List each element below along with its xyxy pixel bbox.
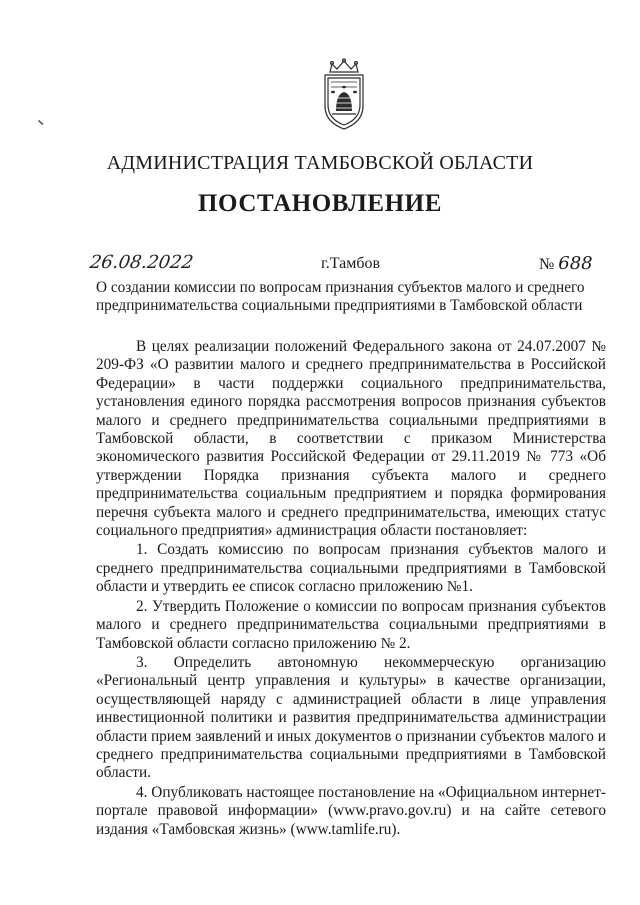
- item-4-paragraph: 4. Опубликовать настоящее постановление на «Официальном интернет-портале правовой информации» (www.pravo.gov.ru) и на сайте сетевого издания «Тамбовская жизнь» (www.tamlife.ru).: [96, 783, 606, 838]
- document-number: [539, 253, 593, 274]
- number-prefix: №: [539, 256, 555, 273]
- item-3-paragraph: 3. Определить автономную некоммерческую организацию «Региональный центр управления и культуры» в качестве организации, осуществляющей наряду с администрацией области в лице управления инвестиционной политики и развития предпринимательства администрации области прием заявлений и иных документов о признании субъектов малого и среднего предпринимательства социальными предприятиями в Тамбовской области.: [96, 653, 606, 782]
- agency-name: АДМИНИСТРАЦИЯ ТАМБОВСКОЙ ОБЛАСТИ: [106, 152, 534, 174]
- document-body: [96, 338, 606, 839]
- coat-of-arms-icon: [316, 58, 372, 132]
- item-2-paragraph: 2. Утвердить Положение о комиссии по вопросам признания субъектов малого и среднего предпринимательства социальными предприятиями в Тамбовской области согласно приложению № 2.: [96, 597, 606, 652]
- document-city: г.Тамбов: [321, 255, 381, 272]
- preamble-paragraph: В целях реализации положений Федерального закона от 24.07.2007 № 209-ФЗ «О развитии малого и среднего предпринимательства в Российской Федерации» в части поддержки социального предпринимательства, установления единого порядка рассмотрения вопросов признания субъектов малого и среднего предпринимательства социальными предприятиями в Тамбовской области, в соответствии с приказом Министерства экономического развития Российской Федерации от 29.11.2019 № 773 «Об утверждении Порядка признания субъекта малого и среднего предпринимательства социальным предприятием и порядка формирования перечня субъекта малого и среднего предпринимательства, имеющих статус социального предприятия» администрация области постановляет:: [96, 338, 606, 540]
- document-subject: О создании комиссии по вопросам признания субъектов малого и среднего предпринимательства социальными предприятиями в Тамбовской области: [96, 279, 585, 314]
- document-type: ПОСТАНОВЛЕНИЕ: [197, 190, 443, 217]
- number-value: 688: [558, 253, 593, 274]
- scan-speck: [38, 120, 44, 125]
- item-1-paragraph: 1. Создать комиссию по вопросам признания субъектов малого и среднего предпринимательства социальными предприятиями в Тамбовской области и утвердить ее список согласно приложению №1.: [96, 541, 606, 596]
- document-date: 26.08.2022: [88, 252, 195, 273]
